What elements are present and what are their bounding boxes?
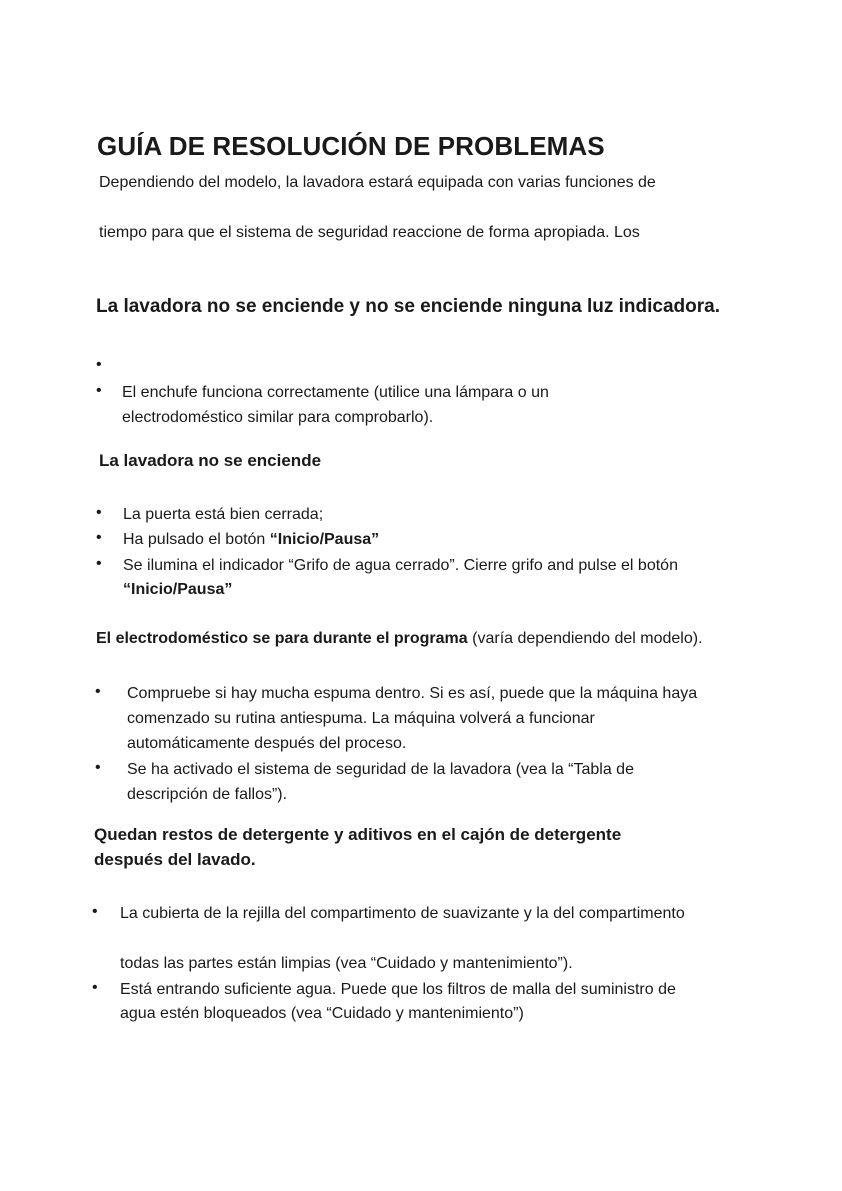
section4-item1-line1: La cubierta de la rejilla del compartimento de suavizante y la del compartimento	[120, 905, 685, 922]
section2-item1: La puerta está bien cerrada;	[123, 506, 324, 523]
bullet-icon: •	[92, 979, 98, 996]
section4-heading-line2: después del lavado.	[94, 850, 256, 869]
intro-line-2: tiempo para que el sistema de seguridad reaccione de forma apropiada. Los	[99, 224, 640, 241]
section2-item3-bold: “Inicio/Pausa”	[123, 581, 233, 598]
section3-item1-line1: Compruebe si hay mucha espuma dentro. Si es así, puede que la máquina haya	[127, 685, 698, 702]
section3-heading: El electrodoméstico se para durante el programa (varía dependiendo del modelo).	[96, 630, 703, 647]
bullet-icon: •	[96, 356, 102, 373]
bullet-icon: •	[96, 529, 102, 546]
section3-item1-line3: automáticamente después del proceso.	[127, 735, 407, 752]
bullet-icon: •	[95, 683, 101, 700]
section3-item2-line1: Se ha activado el sistema de seguridad de la lavadora (vea la “Tabla de	[127, 761, 634, 778]
bullet-icon: •	[95, 759, 101, 776]
section4-item2-line1: Está entrando suficiente agua. Puede que los filtros de malla del suministro de	[120, 981, 676, 998]
page-title: GUÍA DE RESOLUCIÓN DE PROBLEMAS	[97, 131, 605, 161]
section1-item2-line2: electrodoméstico similar para comprobarlo).	[122, 409, 434, 426]
section2-item3-line1: Se ilumina el indicador “Grifo de agua cerrado”. Cierre grifo and pulse el botón	[123, 557, 678, 574]
section4-item1-line2: todas las partes están limpias (vea “Cuidado y mantenimiento”).	[120, 955, 573, 972]
intro-line-1: Dependiendo del modelo, la lavadora estará equipada con varias funciones de	[99, 174, 656, 191]
bullet-icon: •	[92, 903, 98, 920]
section1-item2-line1: El enchufe funciona correctamente (utilice una lámpara o un	[122, 384, 549, 401]
section3-item1-line2: comenzado su rutina antiespuma. La máquina volverá a funcionar	[127, 710, 595, 727]
bullet-icon: •	[96, 382, 102, 399]
section3-item2-line2: descripción de fallos”).	[127, 786, 288, 803]
bullet-icon: •	[96, 504, 102, 521]
section2-item2: Ha pulsado el botón “Inicio/Pausa”	[123, 531, 380, 548]
section1-heading: La lavadora no se enciende y no se enciende ninguna luz indicadora.	[96, 296, 720, 317]
bullet-icon: •	[96, 555, 102, 572]
section4-heading-line1: Quedan restos de detergente y aditivos en el cajón de detergente	[94, 825, 622, 844]
section2-heading: La lavadora no se enciende	[99, 451, 322, 470]
section4-item2-line2: agua estén bloqueados (vea “Cuidado y mantenimiento”)	[120, 1005, 524, 1022]
